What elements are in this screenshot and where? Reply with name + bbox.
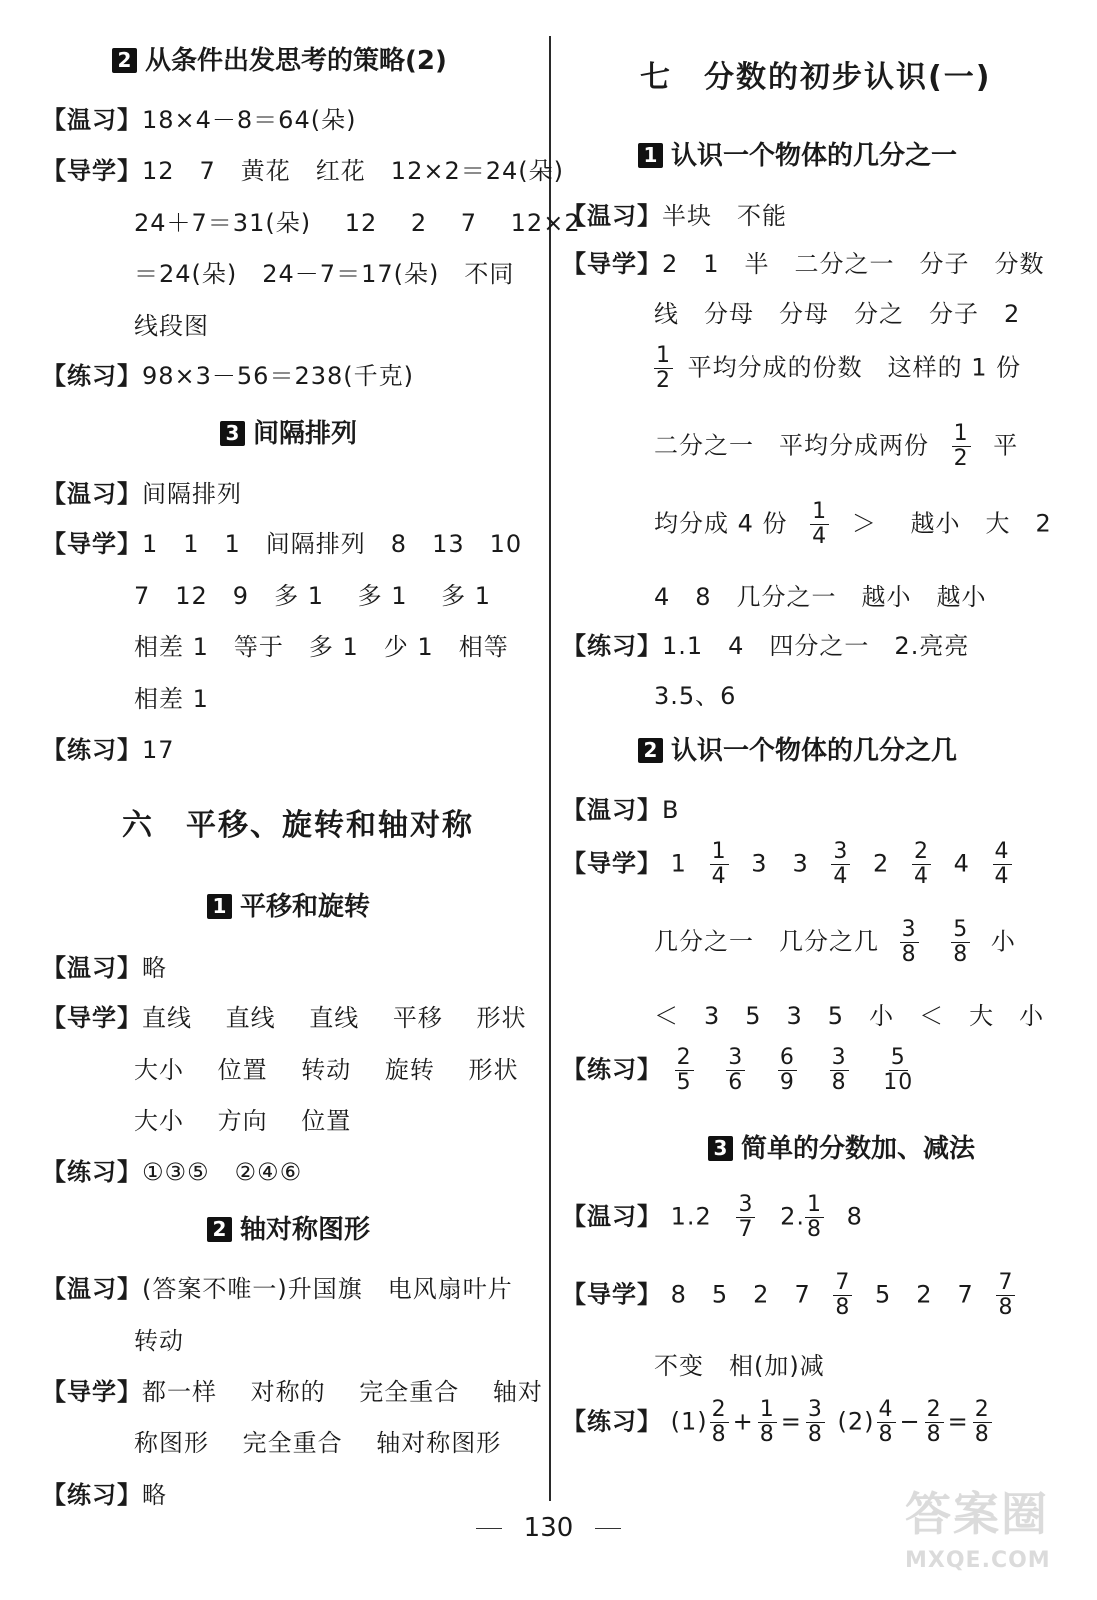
guide-tag: 【导学】 [42, 1004, 142, 1032]
guide-tag: 【导学】 [562, 1280, 662, 1309]
fraction [736, 1193, 755, 1242]
guide-tag: 【导学】 [562, 250, 662, 278]
answer-text: 相差 1 等于 多 1 少 1 相等 [134, 633, 509, 661]
fraction [758, 1398, 777, 1447]
chapter-title: 七 分数的初步认识(一) [640, 60, 992, 95]
answer-row [562, 1046, 927, 1095]
numerator: 3 [738, 1192, 754, 1217]
answer-text: 3.5、6 [654, 682, 737, 710]
guide-tag: 【导学】 [42, 530, 142, 558]
answer-text: = [947, 1407, 969, 1436]
section-title: 平移和旋转 [240, 892, 371, 922]
numerator: 2 [974, 1397, 990, 1422]
numerator: 3 [807, 1397, 823, 1422]
denominator: 4 [711, 864, 727, 889]
fraction [675, 1046, 694, 1095]
section-number: 2 [112, 48, 137, 73]
answer-text: 1.2 [670, 1202, 712, 1231]
answer-text: 间隔排列 [142, 480, 242, 508]
fraction [710, 1398, 729, 1447]
answer-text: ＞ 越小 大 2 [851, 509, 1052, 538]
section-title: 间隔排列 [253, 419, 358, 449]
numerator: 3 [831, 1045, 847, 1070]
practice-tag: 【练习】 [562, 632, 662, 660]
answer-row [562, 1193, 863, 1242]
practice-tag: 【练习】 [42, 362, 142, 390]
answer-text: ＝24(朵) 24－7＝17(朵) 不同 [134, 260, 515, 288]
numerator: 1 [807, 1192, 822, 1217]
answer-row [42, 1269, 513, 1304]
answer-text: 平 [993, 431, 1019, 460]
section-heading [112, 40, 447, 77]
denominator: 4 [833, 864, 849, 889]
practice-tag: 【练习】 [562, 1055, 662, 1084]
answer-text: 7 12 9 多 1 多 1 多 1 [134, 582, 492, 610]
answer-row [654, 500, 1052, 549]
answer-text: 98×3－56＝238(千克) [142, 362, 414, 390]
section-number: 3 [708, 1136, 733, 1161]
section-heading [207, 886, 370, 923]
fraction [973, 1398, 992, 1447]
answer-row [562, 1398, 996, 1447]
fraction [881, 1046, 915, 1095]
answer-row [654, 422, 1018, 471]
numerator: 1 [656, 343, 671, 368]
denominator: 8 [759, 1422, 775, 1447]
section-heading [207, 1209, 370, 1246]
denominator: 8 [807, 1217, 822, 1242]
denominator: 5 [676, 1070, 692, 1095]
numerator: 1 [711, 839, 727, 864]
guide-tag: 【导学】 [562, 849, 662, 878]
section-heading [708, 1128, 975, 1165]
numerator: 7 [998, 1270, 1014, 1295]
section-number: 1 [638, 143, 663, 168]
answer-text: 18×4－8＝64(朵) [142, 106, 357, 134]
numerator: 2 [913, 839, 929, 864]
answer-text: 8 [846, 1202, 863, 1231]
fraction [830, 1046, 849, 1095]
watermark-logo [905, 1478, 1065, 1588]
answer-text: 半块 不能 [662, 202, 787, 230]
answer-text: 大小 位置 转动 旋转 形状 [134, 1056, 519, 1084]
review-tag: 【温习】 [42, 1275, 142, 1303]
guide-tag: 【导学】 [42, 157, 142, 185]
footer-dash [595, 1528, 621, 1529]
answer-text: B [662, 796, 680, 824]
section-number: 3 [220, 421, 245, 446]
answer-text: (答案不唯一)升国旗 电风扇叶片 [142, 1275, 513, 1303]
numerator: 1 [812, 499, 828, 524]
answer-row [562, 196, 787, 231]
numerator: 2 [676, 1045, 692, 1070]
denominator: 4 [812, 524, 828, 549]
fraction [831, 840, 850, 889]
fraction [710, 840, 729, 889]
answer-row [42, 948, 167, 983]
answer-text: 平均分成的份数 这样的 1 份 [687, 353, 1022, 382]
guide-tag: 【导学】 [42, 1378, 142, 1406]
answer-text: 二分之一 平均分成两份 [654, 431, 929, 460]
chapter-title: 六 平移、旋转和轴对称 [122, 808, 474, 843]
denominator: 8 [926, 1422, 942, 1447]
denominator: 8 [807, 1422, 823, 1447]
answer-row [562, 790, 679, 825]
answer-row [42, 1372, 543, 1407]
section-title: 轴对称图形 [240, 1215, 371, 1245]
page-number: 130 [523, 1513, 574, 1543]
practice-tag: 【练习】 [42, 736, 142, 764]
answer-text: = [780, 1407, 802, 1436]
fraction [833, 1271, 852, 1320]
numerator: 6 [779, 1045, 795, 1070]
answer-text: 几分之一 几分之几 [654, 927, 879, 956]
review-tag: 【温习】 [42, 106, 142, 134]
section-heading [638, 135, 957, 172]
answer-row [42, 730, 175, 765]
practice-tag: 【练习】 [42, 1158, 142, 1186]
fraction [810, 500, 829, 549]
answer-text: 2 1 半 二分之一 分子 分数 [662, 250, 1045, 278]
numerator: 3 [833, 839, 849, 864]
answer-row [562, 840, 1026, 889]
answer-text: 均分成 4 份 [654, 509, 788, 538]
fraction [912, 840, 931, 889]
answer-row [42, 998, 527, 1033]
answer-text: 小 [990, 927, 1016, 956]
denominator: 6 [728, 1070, 744, 1095]
answer-row [654, 918, 1016, 967]
answer-text: 1 1 1 间隔排列 8 13 10 [142, 530, 523, 558]
numerator: 4 [994, 839, 1010, 864]
footer-dash [476, 1528, 502, 1529]
practice-tag: 【练习】 [42, 1481, 142, 1509]
fraction [726, 1046, 745, 1095]
numerator: 3 [901, 917, 917, 942]
answer-text: 转动 [134, 1327, 184, 1355]
answer-text: 4 8 几分之一 越小 越小 [654, 583, 987, 611]
answer-text: 2 [873, 849, 890, 878]
denominator: 8 [998, 1295, 1014, 1320]
denominator: 8 [974, 1422, 990, 1447]
answer-row [42, 524, 522, 559]
section-title: 认识一个物体的几分之一 [671, 141, 958, 171]
section-number: 2 [207, 1217, 232, 1242]
section-title: 从条件出发思考的策略(2) [145, 46, 447, 76]
answer-text: 直线 直线 直线 平移 形状 [142, 1004, 527, 1032]
fraction [925, 1398, 944, 1447]
denominator: 7 [738, 1217, 754, 1242]
answer-text: 都一样 对称的 完全重合 轴对 [142, 1378, 543, 1406]
answer-text: 3 [751, 849, 768, 878]
answer-text: 4 [953, 849, 970, 878]
answer-row [562, 244, 1045, 279]
section-title: 认识一个物体的几分之几 [671, 736, 958, 766]
denominator: 8 [831, 1070, 847, 1095]
numerator: 5 [890, 1045, 906, 1070]
numerator: 1 [759, 1397, 775, 1422]
answer-text: 称图形 完全重合 轴对称图形 [134, 1429, 502, 1457]
answer-text: 1 [670, 849, 687, 878]
fraction [952, 422, 971, 471]
denominator: 2 [953, 446, 969, 471]
numerator: 4 [878, 1397, 894, 1422]
answer-text: 17 [142, 736, 175, 764]
denominator: 8 [901, 942, 917, 967]
column-divider [549, 36, 551, 1501]
denominator: 8 [953, 942, 969, 967]
answer-text: 线 分母 分母 分之 分子 2 [654, 300, 1021, 328]
answer-text: (2) [837, 1407, 875, 1436]
answer-text: 线段图 [134, 312, 209, 340]
answer-text: 12 7 黄花 红花 12×2＝24(朵) [142, 157, 564, 185]
fraction [877, 1398, 896, 1447]
denominator: 9 [779, 1070, 795, 1095]
section-number: 1 [207, 894, 232, 919]
review-tag: 【温习】 [562, 1202, 662, 1231]
answer-text: 1.1 4 四分之一 2.亮亮 [662, 632, 970, 660]
section-title: 简单的分数加、减法 [741, 1134, 976, 1164]
answer-text: + [732, 1407, 754, 1436]
numerator: 2 [926, 1397, 942, 1422]
answer-text: 相差 1 [134, 685, 209, 713]
answer-text: 大小 方向 位置 [134, 1107, 352, 1135]
answer-text: 8 5 2 7 [670, 1280, 811, 1309]
answer-row [42, 356, 414, 391]
numerator: 3 [728, 1045, 744, 1070]
numerator: 1 [953, 421, 969, 446]
practice-tag: 【练习】 [562, 1407, 662, 1436]
fraction [900, 918, 919, 967]
answer-text: 24＋7＝31(朵) 12 2 7 12×2 [134, 209, 581, 237]
answer-text: 5 2 7 [875, 1280, 974, 1309]
denominator: 8 [711, 1422, 727, 1447]
answer-row [562, 1271, 1029, 1320]
review-tag: 【温习】 [42, 954, 142, 982]
answer-row [648, 344, 1021, 393]
denominator: 10 [883, 1070, 914, 1095]
review-tag: 【温习】 [562, 796, 662, 824]
answer-text: − [899, 1407, 921, 1436]
section-number: 2 [638, 738, 663, 763]
watermark-url: MXQE.COM [905, 1548, 1051, 1573]
denominator: 8 [878, 1422, 894, 1447]
denominator: 2 [656, 368, 671, 393]
fraction [996, 1271, 1015, 1320]
fraction [805, 1193, 824, 1242]
answer-text: 不变 相(加)减 [654, 1352, 825, 1380]
answer-row [42, 1152, 302, 1187]
answer-text: ①③⑤ ②④⑥ [142, 1158, 303, 1186]
fraction [951, 918, 970, 967]
numerator: 5 [953, 917, 969, 942]
numerator: 2 [711, 1397, 727, 1422]
fraction [654, 344, 673, 393]
answer-text: 2. [780, 1202, 805, 1231]
answer-row [42, 100, 356, 135]
denominator: 8 [835, 1295, 851, 1320]
fraction [778, 1046, 797, 1095]
answer-text: 略 [142, 1481, 167, 1509]
answer-row [42, 151, 564, 186]
answer-row [42, 474, 242, 509]
denominator: 4 [913, 864, 929, 889]
denominator: 4 [994, 864, 1010, 889]
review-tag: 【温习】 [562, 202, 662, 230]
section-heading [638, 730, 957, 767]
answer-text: ＜ 3 5 3 5 小 ＜ 大 小 [654, 1002, 1045, 1030]
answer-row [42, 1475, 167, 1510]
numerator: 7 [835, 1270, 851, 1295]
watermark-text: 答案圈 [905, 1487, 1049, 1541]
fraction [806, 1398, 825, 1447]
section-heading [220, 413, 357, 450]
answer-row [562, 626, 969, 661]
review-tag: 【温习】 [42, 480, 142, 508]
answer-text: 略 [142, 954, 167, 982]
answer-text: 3 [792, 849, 809, 878]
fraction [993, 840, 1012, 889]
answer-text: (1) [670, 1407, 708, 1436]
